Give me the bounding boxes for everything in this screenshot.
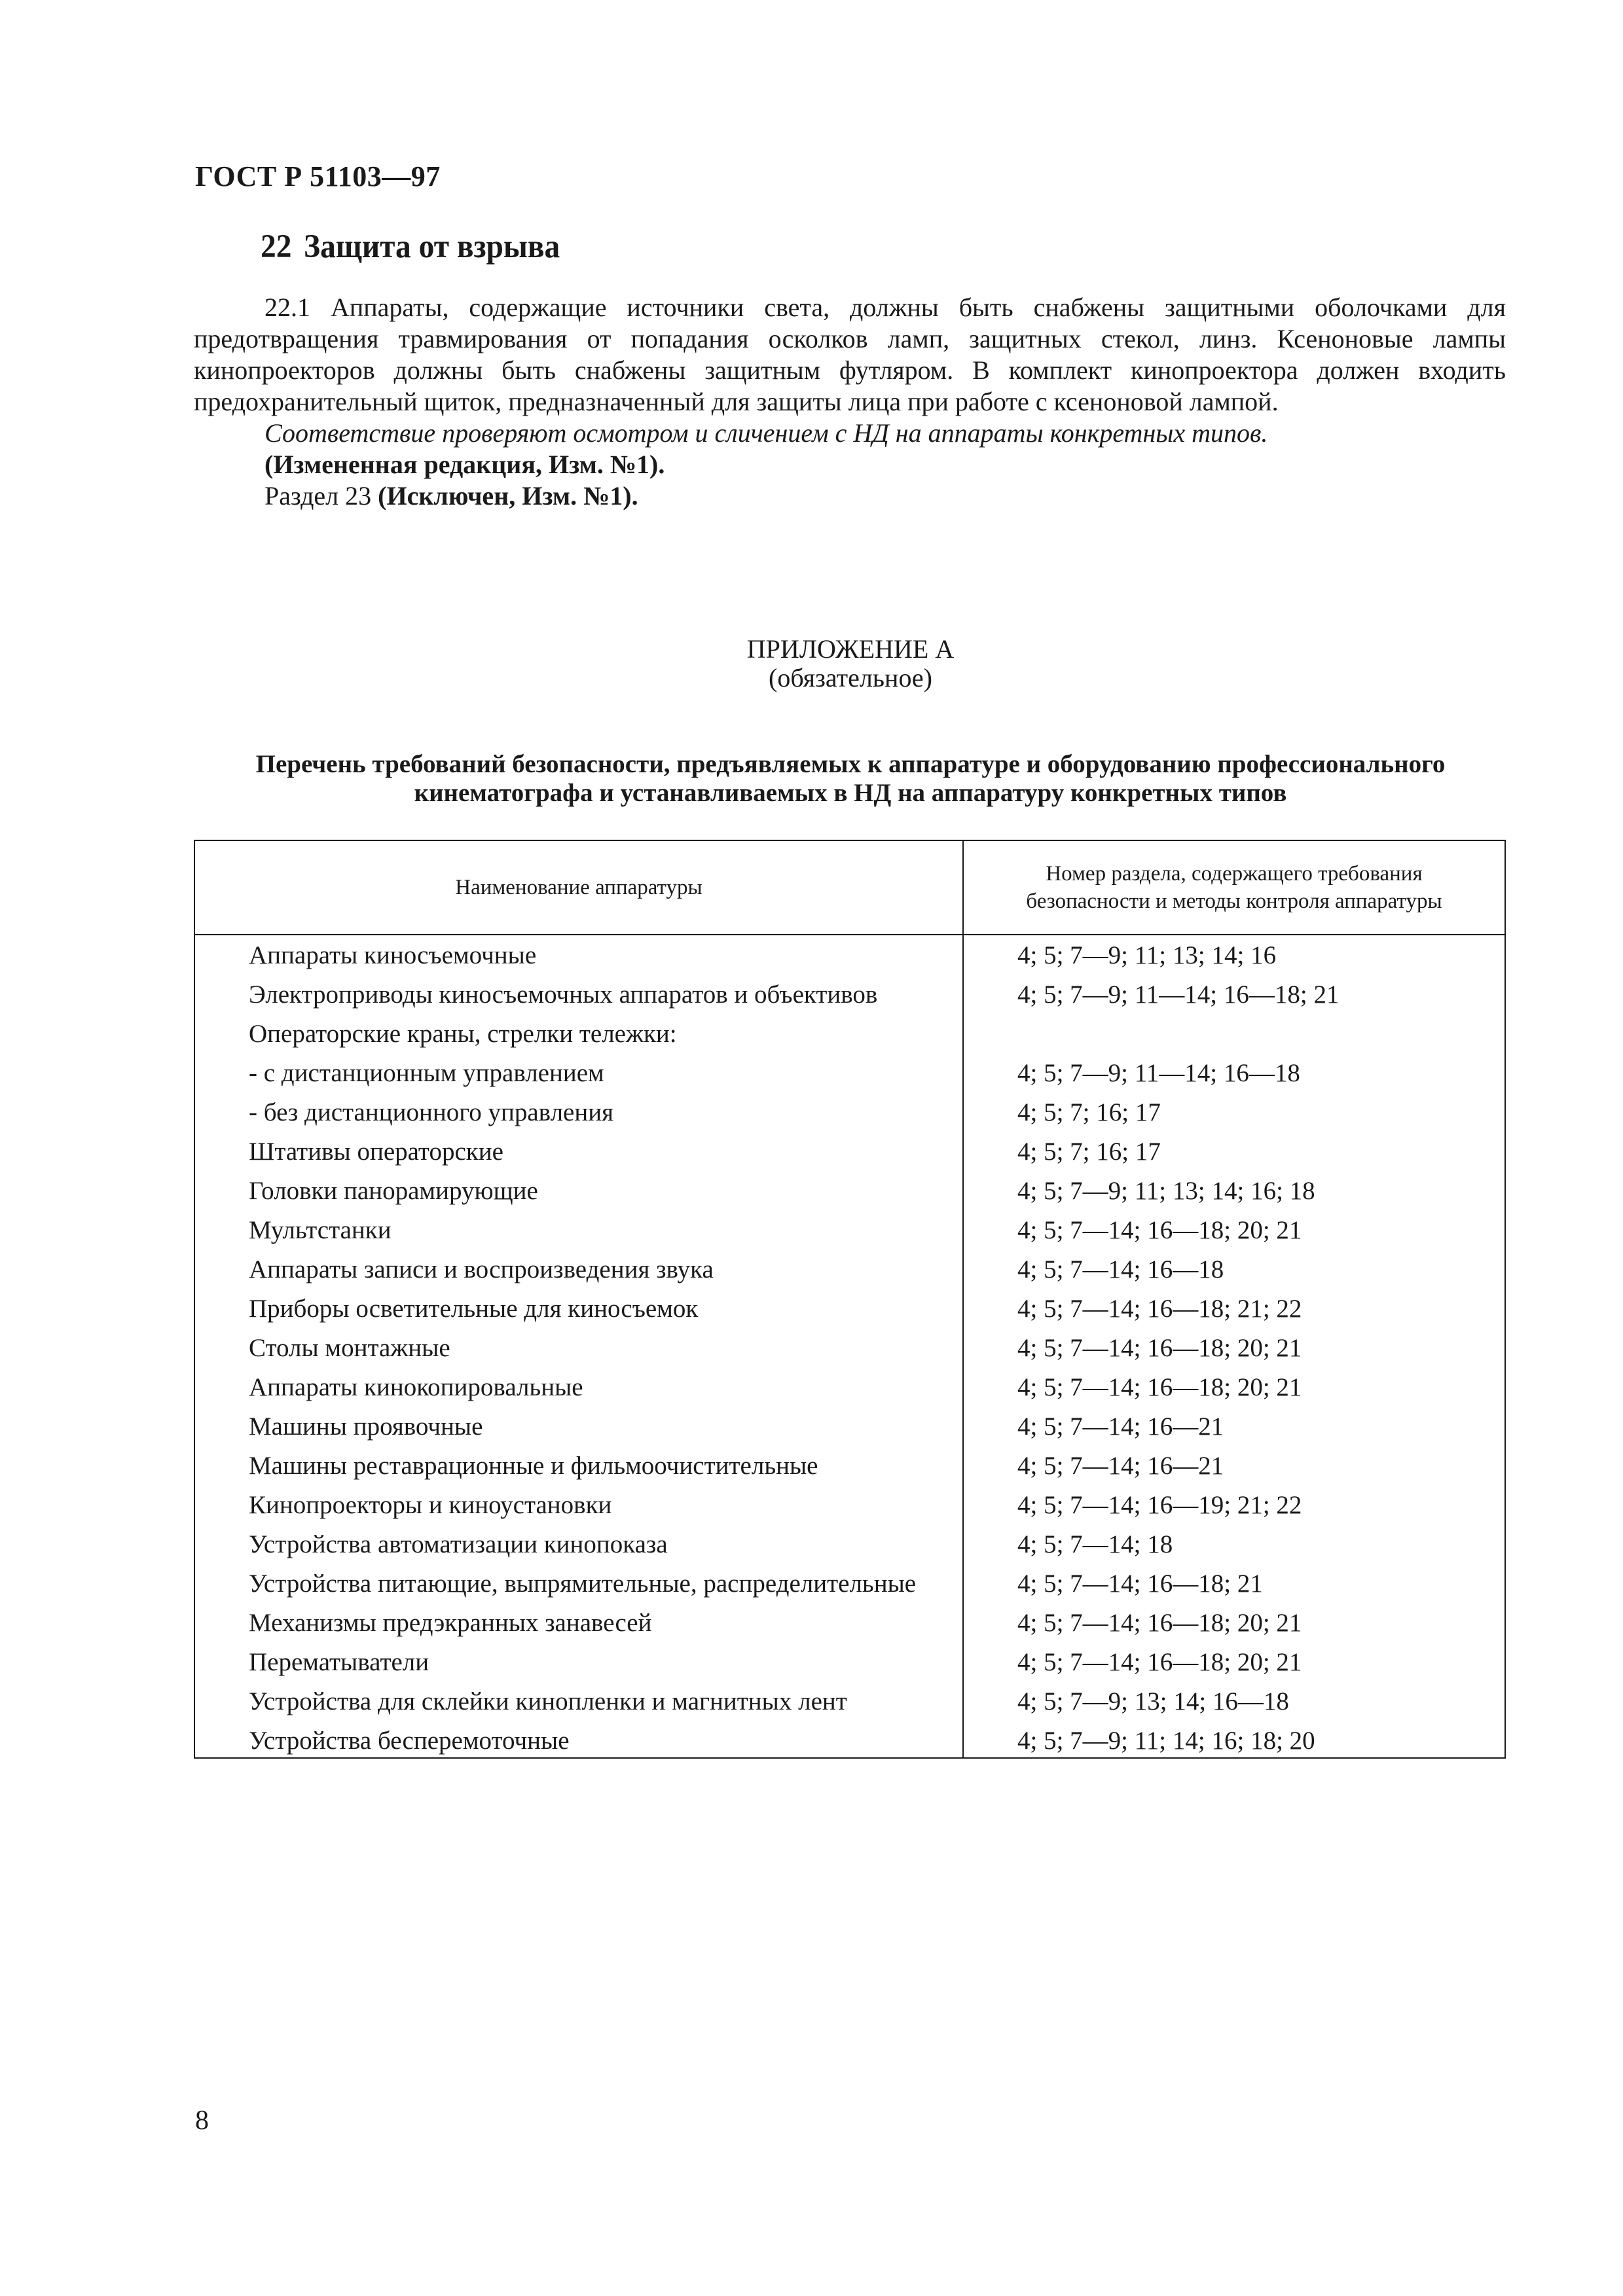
row-sections: 4; 5; 7—14; 16—18; 21 xyxy=(1017,1570,1263,1598)
requirements-table xyxy=(194,840,1506,1759)
row-name: Столы монтажные xyxy=(249,1334,450,1362)
compliance-note: Соответствие проверяют осмотром и сличением с НД на аппараты конкретных типов. xyxy=(264,418,1268,448)
row-name: Кинопроекторы и киноустановки xyxy=(249,1491,612,1519)
appendix-status: (обязательное) xyxy=(769,663,932,692)
row-name: Механизмы предэкранных занавесей xyxy=(249,1609,652,1637)
row-sections: 4; 5; 7—14; 16—18; 21; 22 xyxy=(1017,1295,1302,1323)
section-body xyxy=(194,292,1506,512)
row-sections: 4; 5; 7—9; 11—14; 16—18 xyxy=(1017,1059,1300,1087)
row-name: Устройства автоматизации кинопоказа xyxy=(249,1530,668,1558)
table-row xyxy=(195,1407,1504,1446)
section-23-note xyxy=(194,480,1506,512)
row-sections: 4; 5; 7—14; 16—21 xyxy=(1017,1412,1224,1441)
section-number: 22 xyxy=(261,228,292,265)
table-row xyxy=(195,1014,1504,1053)
row-name: - без дистанционного управления xyxy=(249,1098,614,1126)
column-header-sections-line-2: безопасности и методы контроля аппаратуры xyxy=(1026,889,1442,913)
table-row xyxy=(195,1171,1504,1210)
page-number: 8 xyxy=(195,2106,209,2136)
row-sections: 4; 5; 7—14; 16—18 xyxy=(1017,1255,1224,1283)
table-row xyxy=(195,1524,1504,1564)
table-row xyxy=(195,1485,1504,1524)
row-name: Устройства питающие, выпрямительные, распределительные xyxy=(249,1570,917,1598)
row-name: Устройства бесперемоточные xyxy=(249,1727,570,1755)
row-sections: 4; 5; 7—9; 11; 14; 16; 18; 20 xyxy=(1017,1727,1315,1755)
table-row xyxy=(195,1132,1504,1171)
row-name: Головки панорамирующие xyxy=(249,1177,538,1205)
table-row xyxy=(195,1367,1504,1407)
table-row xyxy=(195,1564,1504,1603)
row-sections: 4; 5; 7—14; 16—18; 20; 21 xyxy=(1017,1334,1302,1362)
row-sections: 4; 5; 7—14; 16—18; 20; 21 xyxy=(1017,1373,1302,1401)
row-sections: 4; 5; 7—14; 16—18; 20; 21 xyxy=(1017,1609,1302,1637)
row-name: Аппараты киносъемочные xyxy=(249,941,537,969)
row-name: Штативы операторские xyxy=(249,1138,503,1166)
table-row xyxy=(195,1603,1504,1642)
section-title: Защита от взрыва xyxy=(304,228,560,265)
row-sections: 4; 5; 7—14; 16—19; 21; 22 xyxy=(1017,1491,1302,1519)
column-header-sections-line-1: Номер раздела, содержащего требования xyxy=(1046,862,1423,886)
row-sections: 4; 5; 7; 16; 17 xyxy=(1017,1098,1161,1126)
table-body xyxy=(195,935,1504,1760)
table-row xyxy=(195,1446,1504,1485)
row-name: Приборы осветительные для киносъемок xyxy=(249,1295,699,1323)
row-name: Операторские краны, стрелки тележки: xyxy=(249,1020,677,1048)
row-sections: 4; 5; 7—14; 16—21 xyxy=(1017,1452,1224,1480)
table-row xyxy=(195,935,1504,975)
row-name: Машины реставрационные и фильмоочистительные xyxy=(249,1452,818,1480)
row-name: Аппараты записи и воспроизведения звука xyxy=(249,1255,714,1283)
row-name: Мультстанки xyxy=(249,1216,392,1244)
table-row xyxy=(195,1053,1504,1092)
paragraph-22-1: 22.1 Аппараты, содержащие источники света, должны быть снабжены защитными оболочками для предотвращения травмирования от попадания осколков ламп, защитных стекол, линз. Ксеноновые лампы кинопроекторов должны быть снабжены защитным футляром. В комплект кинопроектора должен входить предохранительный щиток, предназначенный для защиты лица при работе с ксеноновой лампой. xyxy=(194,293,1506,416)
table-row xyxy=(195,1642,1504,1681)
table-title-line-2: кинематографа и устанавливаемых в НД на аппаратуру конкретных типов xyxy=(414,779,1287,807)
row-name: Перематыватели xyxy=(249,1648,429,1676)
row-sections: 4; 5; 7—14; 18 xyxy=(1017,1530,1173,1558)
section-23-excluded: (Исключен, Изм. №1). xyxy=(378,481,638,511)
row-sections: 4; 5; 7—14; 16—18; 20; 21 xyxy=(1017,1648,1302,1676)
table-row xyxy=(195,1328,1504,1367)
column-header-name: Наименование аппаратуры xyxy=(455,876,702,899)
row-name: Машины проявочные xyxy=(249,1412,483,1441)
row-sections: 4; 5; 7; 16; 17 xyxy=(1017,1138,1161,1166)
section-23-prefix: Раздел 23 xyxy=(264,481,372,511)
table-row xyxy=(195,1249,1504,1289)
appendix-label: ПРИЛОЖЕНИЕ А xyxy=(746,634,955,664)
page-header: ГОСТ Р 51103—97 xyxy=(195,160,441,192)
appendix-header xyxy=(195,635,1506,692)
row-name: Электроприводы киносъемочных аппаратов и объективов xyxy=(249,980,878,1009)
table-row xyxy=(195,975,1504,1014)
table-row xyxy=(195,1681,1504,1721)
column-header-sections xyxy=(964,841,1504,934)
row-sections: 4; 5; 7—9; 11—14; 16—18; 21 xyxy=(1017,980,1340,1009)
table-title-line-1: Перечень требований безопасности, предъявляемых к аппаратуре и оборудованию профессионального xyxy=(255,750,1446,778)
row-name: Аппараты кинокопировальные xyxy=(249,1373,583,1401)
table-row xyxy=(195,1092,1504,1132)
row-name: - с дистанционным управлением xyxy=(249,1059,604,1087)
row-sections: 4; 5; 7—9; 11; 13; 14; 16 xyxy=(1017,941,1277,969)
row-name: Устройства для склейки кинопленки и магнитных лент xyxy=(249,1687,847,1715)
table-row xyxy=(195,1210,1504,1249)
section-heading xyxy=(261,228,560,266)
edition-note: (Измененная редакция, Изм. №1). xyxy=(264,450,665,479)
row-sections: 4; 5; 7—9; 11; 13; 14; 16; 18 xyxy=(1017,1177,1315,1205)
table-title xyxy=(195,750,1506,808)
row-sections: 4; 5; 7—9; 13; 14; 16—18 xyxy=(1017,1687,1289,1715)
row-sections: 4; 5; 7—14; 16—18; 20; 21 xyxy=(1017,1216,1302,1244)
table-row xyxy=(195,1721,1504,1760)
table-row xyxy=(195,1289,1504,1328)
